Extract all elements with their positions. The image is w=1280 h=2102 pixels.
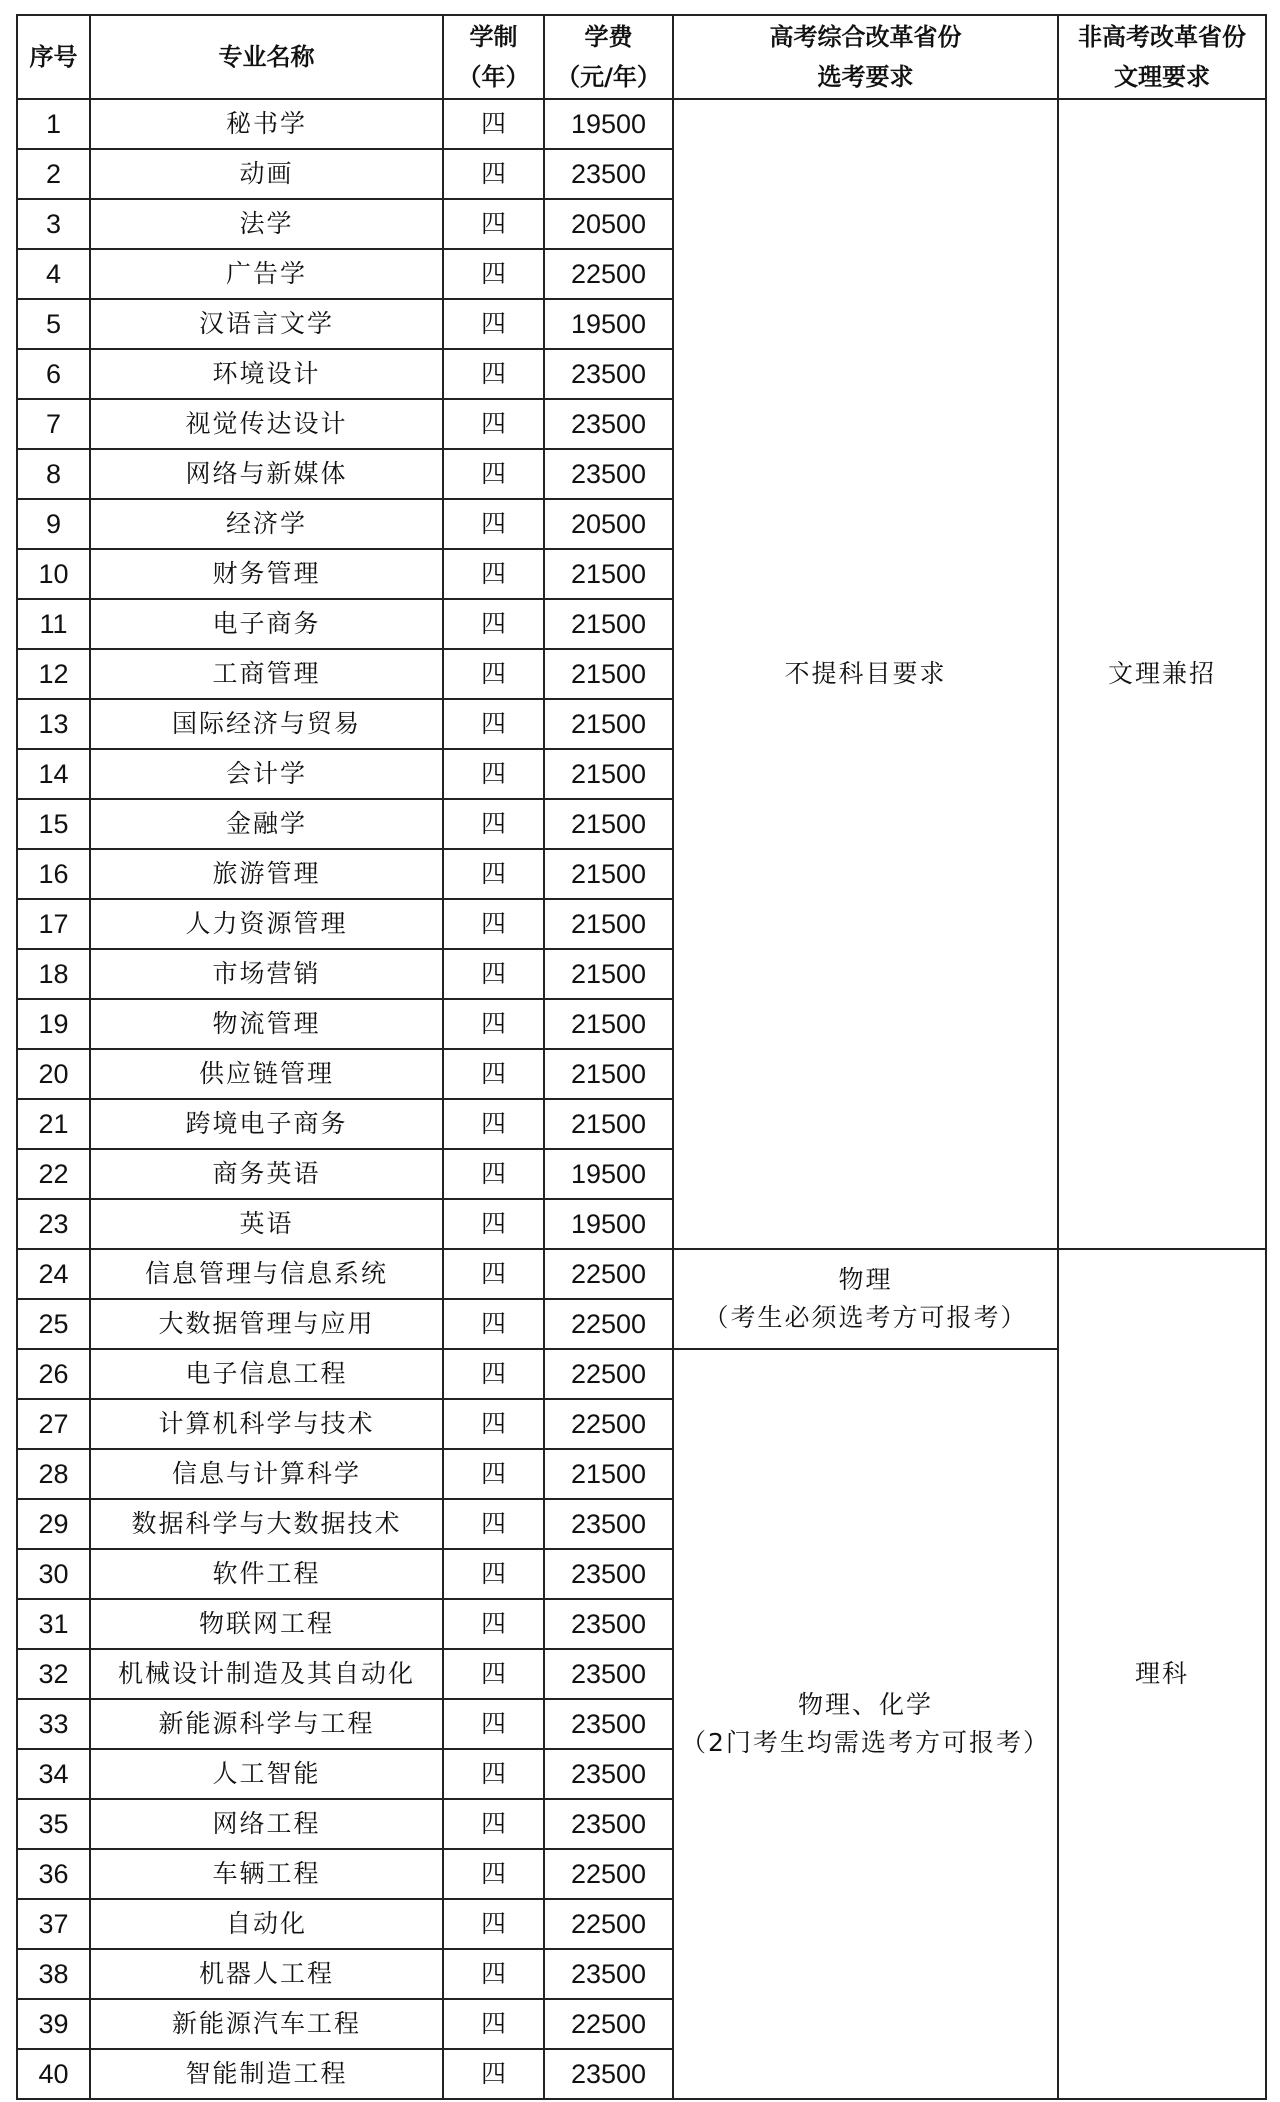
row-index: 32 — [17, 1649, 90, 1699]
row-duration: 四 — [443, 1499, 544, 1549]
row-duration: 四 — [443, 999, 544, 1049]
row-duration: 四 — [443, 249, 544, 299]
row-fee: 23500 — [544, 149, 673, 199]
nonreform-requirement-both-line1: 文理兼招 — [1107, 659, 1216, 688]
row-major-name: 工商管理 — [90, 649, 443, 699]
row-index: 6 — [17, 349, 90, 399]
row-major-name: 大数据管理与应用 — [90, 1299, 443, 1349]
row-index: 18 — [17, 949, 90, 999]
row-index: 10 — [17, 549, 90, 599]
row-index: 20 — [17, 1049, 90, 1099]
row-major-name: 机械设计制造及其自动化 — [90, 1649, 443, 1699]
row-major-name: 汉语言文学 — [90, 299, 443, 349]
table-row — [17, 1249, 1266, 1299]
row-major-name: 国际经济与贸易 — [90, 699, 443, 749]
row-fee: 21500 — [544, 799, 673, 849]
row-duration: 四 — [443, 299, 544, 349]
row-duration: 四 — [443, 1799, 544, 1849]
row-duration: 四 — [443, 1699, 544, 1749]
row-index: 9 — [17, 499, 90, 549]
row-index: 11 — [17, 599, 90, 649]
reform-requirement-physics — [673, 1249, 1058, 1349]
row-fee: 23500 — [544, 1649, 673, 1699]
reform-requirement-physics-chemistry-line2: （2门考生均需选考方可报考） — [681, 1728, 1050, 1757]
row-fee: 21500 — [544, 849, 673, 899]
row-index: 27 — [17, 1399, 90, 1449]
row-duration: 四 — [443, 499, 544, 549]
reform-requirement-none — [673, 99, 1058, 1249]
row-duration: 四 — [443, 1449, 544, 1499]
row-fee: 23500 — [544, 1599, 673, 1649]
header-fee-line1: 学费 — [584, 23, 633, 51]
row-fee: 21500 — [544, 749, 673, 799]
header-index: 序号 — [17, 15, 90, 99]
reform-requirement-physics-chemistry — [673, 1349, 1058, 2099]
row-fee: 19500 — [544, 1199, 673, 1249]
row-major-name: 机器人工程 — [90, 1949, 443, 1999]
row-major-name: 英语 — [90, 1199, 443, 1249]
row-major-name: 供应链管理 — [90, 1049, 443, 1099]
row-index: 38 — [17, 1949, 90, 1999]
row-major-name: 计算机科学与技术 — [90, 1399, 443, 1449]
row-major-name: 旅游管理 — [90, 849, 443, 899]
row-major-name: 车辆工程 — [90, 1849, 443, 1899]
row-duration: 四 — [443, 199, 544, 249]
row-duration: 四 — [443, 1299, 544, 1349]
row-index: 23 — [17, 1199, 90, 1249]
nonreform-requirement-science-line1: 理科 — [1134, 1659, 1189, 1688]
row-index: 16 — [17, 849, 90, 899]
row-duration: 四 — [443, 1249, 544, 1299]
row-duration: 四 — [443, 1749, 544, 1799]
row-fee: 21500 — [544, 699, 673, 749]
reform-requirement-physics-line2: （考生必须选考方可报考） — [703, 1303, 1028, 1332]
row-fee: 19500 — [544, 299, 673, 349]
row-duration: 四 — [443, 99, 544, 149]
row-fee: 23500 — [544, 449, 673, 499]
row-fee: 22500 — [544, 1999, 673, 2049]
row-duration: 四 — [443, 1549, 544, 1599]
header-duration — [443, 15, 544, 99]
row-major-name: 电子商务 — [90, 599, 443, 649]
row-index: 24 — [17, 1249, 90, 1299]
row-fee: 19500 — [544, 1149, 673, 1199]
row-major-name: 财务管理 — [90, 549, 443, 599]
header-fee — [544, 15, 673, 99]
row-duration: 四 — [443, 1349, 544, 1399]
row-index: 1 — [17, 99, 90, 149]
row-index: 19 — [17, 999, 90, 1049]
row-fee: 23500 — [544, 1499, 673, 1549]
row-duration: 四 — [443, 1649, 544, 1699]
row-fee: 22500 — [544, 1299, 673, 1349]
row-index: 3 — [17, 199, 90, 249]
row-fee: 21500 — [544, 1099, 673, 1149]
row-major-name: 数据科学与大数据技术 — [90, 1499, 443, 1549]
row-major-name: 金融学 — [90, 799, 443, 849]
row-fee: 22500 — [544, 1399, 673, 1449]
row-index: 5 — [17, 299, 90, 349]
row-major-name: 软件工程 — [90, 1549, 443, 1599]
row-fee: 21500 — [544, 549, 673, 599]
row-index: 36 — [17, 1849, 90, 1899]
row-duration: 四 — [443, 1999, 544, 2049]
row-index: 4 — [17, 249, 90, 299]
row-fee: 23500 — [544, 2049, 673, 2099]
row-major-name: 新能源科学与工程 — [90, 1699, 443, 1749]
row-duration: 四 — [443, 449, 544, 499]
header-nonreform-requirement — [1058, 15, 1266, 99]
row-major-name: 物流管理 — [90, 999, 443, 1049]
row-duration: 四 — [443, 749, 544, 799]
row-index: 31 — [17, 1599, 90, 1649]
row-duration: 四 — [443, 149, 544, 199]
row-index: 26 — [17, 1349, 90, 1399]
row-fee: 22500 — [544, 1849, 673, 1899]
row-duration: 四 — [443, 599, 544, 649]
row-duration: 四 — [443, 949, 544, 999]
row-index: 34 — [17, 1749, 90, 1799]
nonreform-requirement-both — [1058, 99, 1266, 1249]
row-fee: 23500 — [544, 349, 673, 399]
row-major-name: 自动化 — [90, 1899, 443, 1949]
header-reform-line2: 选考要求 — [817, 63, 914, 91]
row-major-name: 法学 — [90, 199, 443, 249]
row-duration: 四 — [443, 549, 544, 599]
row-duration: 四 — [443, 1949, 544, 1999]
row-fee: 23500 — [544, 1749, 673, 1799]
row-index: 35 — [17, 1799, 90, 1849]
row-duration: 四 — [443, 649, 544, 699]
row-duration: 四 — [443, 349, 544, 399]
row-duration: 四 — [443, 899, 544, 949]
row-major-name: 新能源汽车工程 — [90, 1999, 443, 2049]
header-fee-line2: （元/年） — [556, 63, 661, 91]
row-index: 29 — [17, 1499, 90, 1549]
row-fee: 21500 — [544, 899, 673, 949]
reform-requirement-physics-chemistry-line1: 物理、化学 — [797, 1690, 933, 1719]
reform-requirement-none-line1: 不提科目要求 — [784, 659, 947, 688]
row-major-name: 经济学 — [90, 499, 443, 549]
row-major-name: 电子信息工程 — [90, 1349, 443, 1399]
row-fee: 19500 — [544, 99, 673, 149]
row-index: 39 — [17, 1999, 90, 2049]
row-index: 33 — [17, 1699, 90, 1749]
row-duration: 四 — [443, 1099, 544, 1149]
table-header-row — [17, 15, 1266, 99]
row-fee: 21500 — [544, 1049, 673, 1099]
table-row — [17, 99, 1266, 149]
row-index: 12 — [17, 649, 90, 699]
row-fee: 23500 — [544, 1949, 673, 1999]
row-duration: 四 — [443, 849, 544, 899]
row-index: 37 — [17, 1899, 90, 1949]
row-duration: 四 — [443, 699, 544, 749]
row-fee: 21500 — [544, 1449, 673, 1499]
row-index: 30 — [17, 1549, 90, 1599]
row-fee: 21500 — [544, 649, 673, 699]
row-major-name: 信息管理与信息系统 — [90, 1249, 443, 1299]
row-major-name: 动画 — [90, 149, 443, 199]
row-major-name: 广告学 — [90, 249, 443, 299]
row-fee: 23500 — [544, 1699, 673, 1749]
row-major-name: 市场营销 — [90, 949, 443, 999]
header-duration-line1: 学制 — [469, 23, 518, 51]
row-fee: 20500 — [544, 199, 673, 249]
row-index: 22 — [17, 1149, 90, 1199]
row-duration: 四 — [443, 1399, 544, 1449]
row-duration: 四 — [443, 1849, 544, 1899]
reform-requirement-physics-line1: 物理 — [838, 1265, 893, 1294]
row-duration: 四 — [443, 2049, 544, 2099]
row-duration: 四 — [443, 799, 544, 849]
row-index: 40 — [17, 2049, 90, 2099]
row-fee: 22500 — [544, 249, 673, 299]
row-duration: 四 — [443, 399, 544, 449]
row-duration: 四 — [443, 1599, 544, 1649]
row-major-name: 人工智能 — [90, 1749, 443, 1799]
row-major-name: 会计学 — [90, 749, 443, 799]
row-major-name: 网络工程 — [90, 1799, 443, 1849]
row-index: 7 — [17, 399, 90, 449]
row-fee: 20500 — [544, 499, 673, 549]
row-index: 14 — [17, 749, 90, 799]
row-index: 28 — [17, 1449, 90, 1499]
row-major-name: 智能制造工程 — [90, 2049, 443, 2099]
row-fee: 22500 — [544, 1249, 673, 1299]
row-major-name: 物联网工程 — [90, 1599, 443, 1649]
row-duration: 四 — [443, 1149, 544, 1199]
row-fee: 23500 — [544, 1799, 673, 1849]
row-major-name: 网络与新媒体 — [90, 449, 443, 499]
row-major-name: 人力资源管理 — [90, 899, 443, 949]
row-index: 21 — [17, 1099, 90, 1149]
row-duration: 四 — [443, 1899, 544, 1949]
majors-table — [16, 14, 1267, 2100]
row-duration: 四 — [443, 1199, 544, 1249]
row-fee: 21500 — [544, 599, 673, 649]
header-major: 专业名称 — [90, 15, 443, 99]
header-duration-line2: （年） — [457, 63, 530, 91]
row-major-name: 秘书学 — [90, 99, 443, 149]
header-reform-requirement — [673, 15, 1058, 99]
row-fee: 22500 — [544, 1349, 673, 1399]
row-index: 25 — [17, 1299, 90, 1349]
row-index: 15 — [17, 799, 90, 849]
row-index: 17 — [17, 899, 90, 949]
row-fee: 21500 — [544, 949, 673, 999]
row-fee: 23500 — [544, 399, 673, 449]
header-reform-line1: 高考综合改革省份 — [769, 23, 962, 51]
header-nonreform-line2: 文理要求 — [1114, 63, 1210, 91]
row-fee: 22500 — [544, 1899, 673, 1949]
nonreform-requirement-science — [1058, 1249, 1266, 2099]
row-fee: 21500 — [544, 999, 673, 1049]
header-nonreform-line1: 非高考改革省份 — [1078, 23, 1246, 51]
row-major-name: 视觉传达设计 — [90, 399, 443, 449]
row-major-name: 环境设计 — [90, 349, 443, 399]
row-major-name: 信息与计算科学 — [90, 1449, 443, 1499]
row-major-name: 商务英语 — [90, 1149, 443, 1199]
row-index: 2 — [17, 149, 90, 199]
row-index: 13 — [17, 699, 90, 749]
row-duration: 四 — [443, 1049, 544, 1099]
row-index: 8 — [17, 449, 90, 499]
row-major-name: 跨境电子商务 — [90, 1099, 443, 1149]
row-fee: 23500 — [544, 1549, 673, 1599]
